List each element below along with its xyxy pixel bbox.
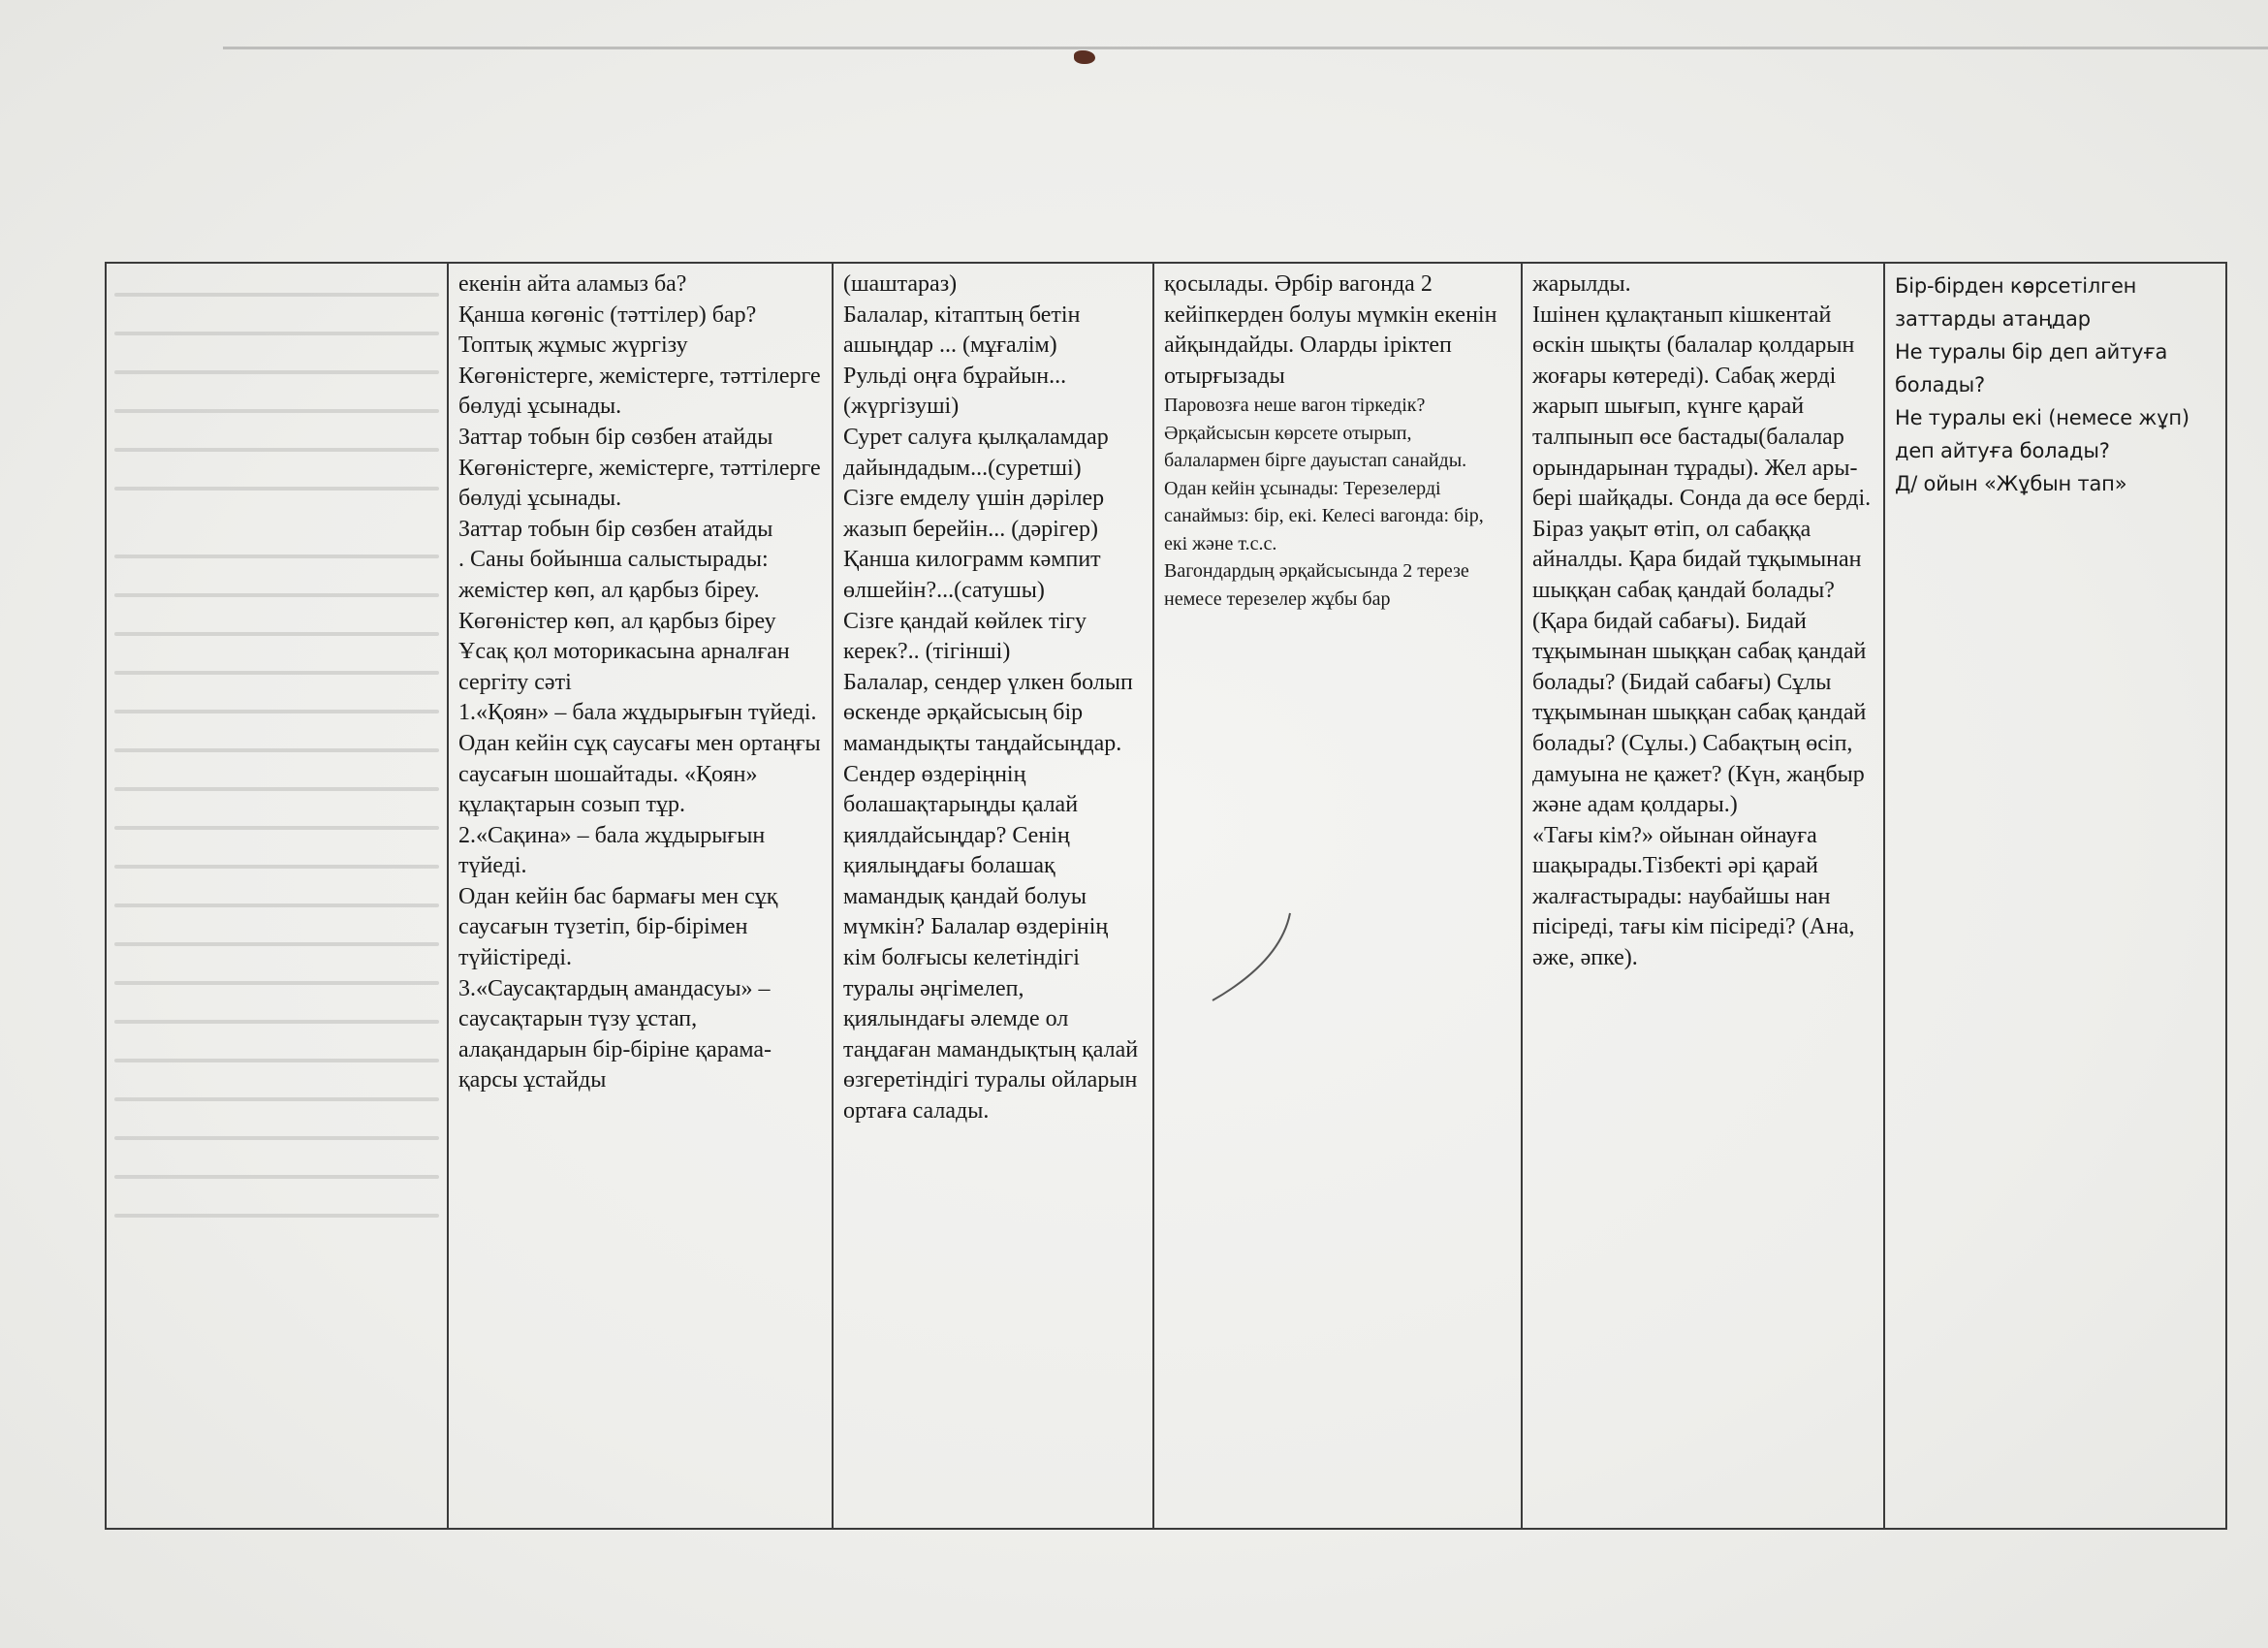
column-6-text: Бір-бірден көрсетілген заттарды атаңдар Не туралы бір деп айтуға болады? Не туралы екі (немесе жұп) деп айтуға болады? Д/ ойын «Жұбын тап» (1895, 274, 2189, 495)
faint-curve-mark (1193, 903, 1309, 1020)
bleed-through-line (114, 671, 439, 675)
column-4 (1154, 264, 1523, 1528)
column-2 (449, 264, 834, 1528)
bleed-through-line (114, 487, 439, 491)
bleed-through-line (114, 555, 439, 558)
scan-speck (1074, 50, 1095, 64)
column-5-text: жарылды. Ішінен құлақтанып кішкентай өскін шықты (балалар қолдарын жоғары көтереді). Сабақ жерді жарып шығып, күнге қарай талпынып өсе бастады(балалар орындарынан тұрады). Жел ары-бері шайқады. Сонда да өсе берді. Біраз уақыт өтіп, ол сабаққа айналды. Қара бидай тұқымынан шыққан сабақ қандай болады? (Қара бидай сабағы). Бидай тұқымынан шыққан сабақ қандай болады? (Бидай сабағы) Сұлы тұқымынан шыққан сабақ қандай болады? (Сұлы.) Сабақтың өсіп, дамуына не қажет? (Күн, жаңбыр және адам қолдары.) «Тағы кім?» ойынан ойнауға шақырады.Тізбекті әрі қарай жалғастырады: наубайшы нан пісіреді, тағы кім пісіреді? (Ана, әже, әпке). (1532, 271, 1872, 971)
bleed-through-line (114, 632, 439, 636)
bleed-through-line (114, 865, 439, 869)
bleed-through-line (114, 826, 439, 830)
bleed-through-line (114, 593, 439, 597)
bleed-through-line (114, 332, 439, 335)
column-3 (834, 264, 1154, 1528)
bleed-through-line (114, 942, 439, 946)
bleed-through-line (114, 370, 439, 374)
bleed-through-line (114, 1136, 439, 1140)
column-5 (1523, 264, 1885, 1528)
bleed-through-line (114, 903, 439, 907)
bleed-through-line (114, 1020, 439, 1024)
bleed-through-line (114, 409, 439, 413)
bleed-through-line (114, 1175, 439, 1179)
column-6 (1885, 264, 2229, 1528)
page-edge-line (223, 47, 2268, 49)
bleed-through-line (114, 748, 439, 752)
bleed-through-line (114, 981, 439, 985)
column-2-text: екенін айта аламыз ба? Қанша көгөніс (тәттілер) бар? Топтық жұмыс жүргізу Көгөністерге, жемістерге, тәттілерге бөлуді ұсынады. Заттар тобын бір сөзбен атайды Көгөністерге, жемістерге, тәттілерге бөлуді ұсынады. Заттар тобын бір сөзбен атайды . Саны бойынша салыстырады: жемістер көп, ал қарбыз біреу. Көгөністер көп, ал қарбыз біреу Ұсақ қол моторикасына арналған сергіту сәті 1.«Қоян» – бала жұдырығын түйеді. Одан кейін сұқ саусағы мен ортаңғы саусағын шошайтады. «Қоян» құлақтарын созып тұр. 2.«Сақина» – бала жұдырығын түйеді. Одан кейін бас бармағы мен сұқ саусағын түзетіп, бір-бірімен түйістіреді. 3.«Саусақтардың амандасуы» – саусақтарын түзу ұстап, алақандарын бір-біріне қарама- қарсы ұстайды (458, 271, 821, 1093)
lesson-plan-table (105, 262, 2227, 1530)
bleed-through-line (114, 448, 439, 452)
bleed-through-line (114, 1059, 439, 1062)
bleed-through-line (114, 787, 439, 791)
bleed-through-line (114, 710, 439, 713)
bleed-through-line (114, 1097, 439, 1101)
column-3-text: (шаштараз) Балалар, кітаптың бетін ашыңдар ... (мұғалім) Рульді оңға бұрайын... (жүргізуші) Сурет салуға қылқаламдар дайындадым...(суретші) Сізге емделу үшін дәрілер жазып берейін... (дәрігер) Қанша килограмм кәмпит өлшейін?...(сатушы) Сізге қандай көйлек тігу керек?.. (тігінші) Балалар, сендер үлкен болып өскенде әрқайсысың бір мамандықты таңдайсыңдар. Сендер өздеріңнің болашақтарыңды қалай қиялдайсыңдар? Сенің қиялыңдағы болашақ мамандық қандай болуы мүмкін? Балалар өздерінің кім болғысы келетіндігі туралы әңгімелеп, қиялындағы әлемде ол таңдаған мамандықтың қалай өзгеретіндігі туралы ойларын ортаға салады. (843, 271, 1139, 1125)
column-4-main-text: қосылады. Әрбір вагонда 2 кейіпкерден болуы мүмкін екенін айқындайды. Оларды іріктеп отырғызады (1164, 271, 1497, 389)
bleed-through-line (114, 1214, 439, 1218)
column-4-small-text: Паровозға неше вагон тіркедік? Әрқайсысын көрсете отырып, балалармен бірге дауыстап санайды. Одан кейін ұсынады: Терезелерді санаймыз: бір, екі. Келесі вагонда: бір, екі және т.с.с. Вагондардың әрқайсысында 2 терезе немесе терезелер жұбы бар (1164, 395, 1484, 610)
bleed-through-line (114, 293, 439, 297)
column-1 (107, 264, 449, 1528)
